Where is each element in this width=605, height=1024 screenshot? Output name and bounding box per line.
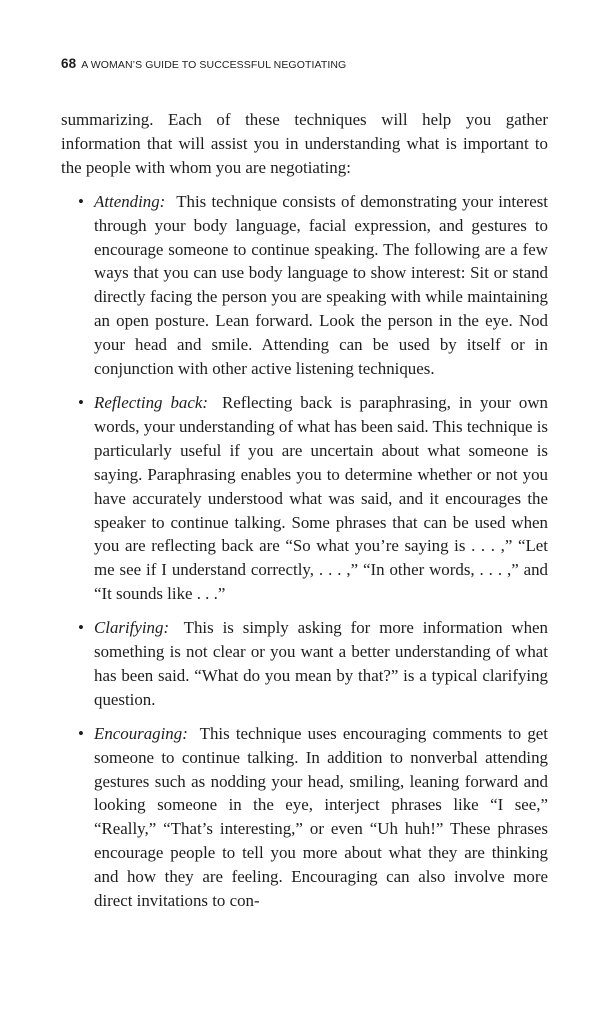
page-body: [61, 108, 548, 923]
technique-term: Attending:: [94, 191, 166, 211]
list-item-reflecting-back: [61, 391, 548, 606]
bullet-icon: •: [78, 392, 84, 412]
technique-term: Clarifying:: [94, 618, 170, 638]
technique-term: Encouraging:: [94, 723, 188, 743]
intro-paragraph: summarizing. Each of these techniques will help you gather information that will assist you in understanding what is important to the people with whom you are negotiating:: [61, 110, 548, 177]
bullet-icon: •: [78, 191, 84, 211]
bullet-icon: •: [78, 723, 84, 743]
running-title: A WOMAN’S GUIDE TO SUCCESSFUL NEGOTIATING: [81, 59, 347, 71]
list-item-encouraging: [61, 722, 548, 913]
technique-description: Reflecting back is paraphrasing, in your own words, your understanding of what has been said. This technique is particularly useful if you are uncertain about what someone is saying. Paraphrasing enables you to determine whether or not you have accurately understood what was said, and it encourages the speaker to continue talking. Some phrases that can be used when you are reflecting back are “So what you’re saying is . . . ,” “Let me see if I understand correctly, . . . ,” “In other words, . . . ,” and “It sounds like . . .”: [94, 392, 548, 604]
running-head: [61, 56, 346, 71]
technique-description: This technique uses encouraging comments to get someone to continue talking. In addition to nonverbal attending gestures such as nodding your head, smiling, leaning forward and looking someone in the eye, interject phrases like “I see,” “Really,” “That’s interesting,” or even “Uh huh!” These phrases encourage people to tell you more about what they are thinking and how they are feeling. Encouraging can also involve more direct invitations to con-: [94, 723, 548, 911]
page-number: 68: [61, 56, 77, 71]
technique-description: This is simply asking for more information when something is not clear or you want a better understanding of what has been said. “What do you mean by that?” is a typical clarifying question.: [94, 618, 549, 709]
bullet-icon: •: [78, 618, 84, 638]
technique-list: [61, 190, 548, 913]
list-item-attending: [61, 190, 548, 381]
technique-description: This technique consists of demonstrating your interest through your body language, facial expression, and gestures to encourage someone to continue speaking. The following are a few ways that you can use body language to show interest: Sit or stand directly facing the person you are speaking with while maintaining an open posture. Lean forward. Look the person in the eye. Nod your head and smile. Attending can be used by itself or in conjunction with other active listening techniques.: [94, 191, 548, 379]
list-item-clarifying: [61, 616, 548, 712]
technique-term: Reflecting back:: [94, 392, 208, 412]
